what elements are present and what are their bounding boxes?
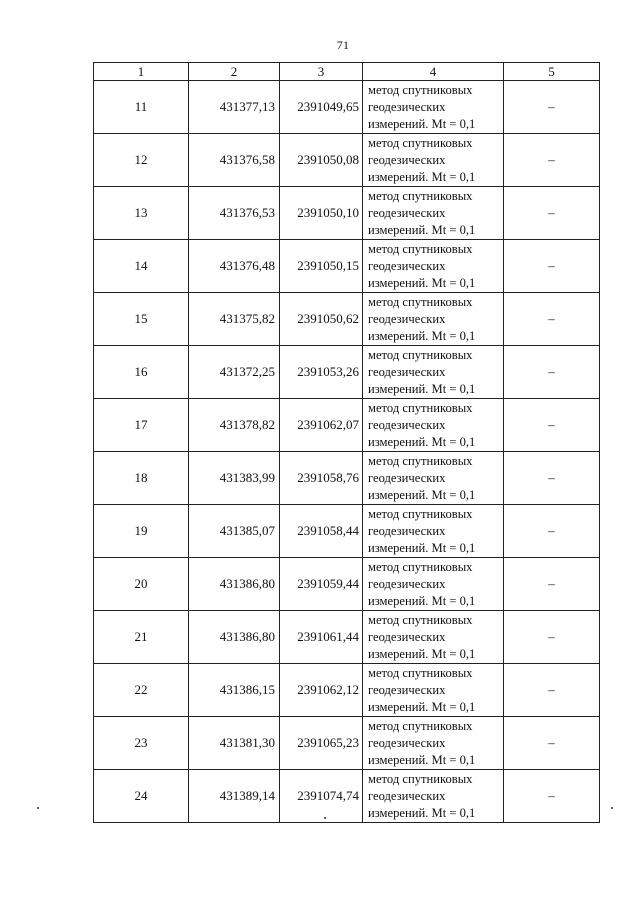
coordinate-x: 431372,25 [189,346,280,399]
col5-value: – [504,452,600,505]
coordinate-y: 2391059,44 [280,558,363,611]
scan-speck [611,807,613,809]
table-row [94,293,600,346]
method-line: метод спутниковых [368,294,473,309]
method-line: измерений. Mt = 0,1 [368,434,476,449]
method-line: геодезических [368,205,446,220]
method-line: измерений. Mt = 0,1 [368,222,476,237]
table-row [94,346,600,399]
method-line: метод спутниковых [368,771,473,786]
col5-value: – [504,717,600,770]
header-col-4: 4 [363,63,504,81]
header-col-2: 2 [189,63,280,81]
method-line: метод спутниковых [368,241,473,256]
method-line: геодезических [368,470,446,485]
method-line: геодезических [368,788,446,803]
method-line: измерений. Mt = 0,1 [368,487,476,502]
coordinate-y: 2391058,44 [280,505,363,558]
header-col-1: 1 [94,63,189,81]
method-line: метод спутниковых [368,188,473,203]
table-row [94,770,600,823]
col5-value: – [504,399,600,452]
coordinate-x: 431376,58 [189,134,280,187]
method-line: геодезических [368,523,446,538]
method-line: геодезических [368,311,446,326]
point-number: 21 [94,611,189,664]
table-row [94,558,600,611]
point-number: 18 [94,452,189,505]
header-row [94,63,600,81]
method-line: метод спутниковых [368,665,473,680]
coordinate-y: 2391050,62 [280,293,363,346]
point-number: 15 [94,293,189,346]
header-col-3: 3 [280,63,363,81]
point-number: 16 [94,346,189,399]
method-description [363,505,504,558]
coordinate-y: 2391058,76 [280,452,363,505]
coordinate-x: 431389,14 [189,770,280,823]
coordinate-y: 2391074,74 [280,770,363,823]
method-line: геодезических [368,735,446,750]
coordinate-x: 431386,80 [189,611,280,664]
method-line: метод спутниковых [368,506,473,521]
method-description [363,399,504,452]
coordinate-y: 2391053,26 [280,346,363,399]
table-row [94,81,600,134]
table-body [94,81,600,823]
point-number: 11 [94,81,189,134]
page-number: 71 [336,38,350,52]
method-line: измерений. Mt = 0,1 [368,752,476,767]
method-line: метод спутниковых [368,453,473,468]
table-row [94,187,600,240]
method-line: метод спутниковых [368,559,473,574]
method-line: измерений. Mt = 0,1 [368,699,476,714]
method-line: метод спутниковых [368,612,473,627]
coordinate-y: 2391049,65 [280,81,363,134]
table-row [94,717,600,770]
method-line: измерений. Mt = 0,1 [368,381,476,396]
col5-value: – [504,346,600,399]
method-description [363,134,504,187]
method-line: измерений. Mt = 0,1 [368,540,476,555]
coordinate-y: 2391050,10 [280,187,363,240]
col5-value: – [504,664,600,717]
table-row [94,452,600,505]
col5-value: – [504,770,600,823]
coordinate-x: 431386,15 [189,664,280,717]
coordinate-x: 431376,53 [189,187,280,240]
method-description [363,187,504,240]
method-description [363,293,504,346]
method-line: измерений. Mt = 0,1 [368,116,476,131]
table-row [94,664,600,717]
point-number: 12 [94,134,189,187]
scan-speck [324,817,326,819]
coordinate-x: 431378,82 [189,399,280,452]
table-row [94,240,600,293]
table-row [94,399,600,452]
method-line: геодезических [368,258,446,273]
method-line: измерений. Mt = 0,1 [368,805,476,820]
method-description [363,611,504,664]
point-number: 14 [94,240,189,293]
point-number: 20 [94,558,189,611]
table-row [94,505,600,558]
point-number: 24 [94,770,189,823]
point-number: 13 [94,187,189,240]
method-line: измерений. Mt = 0,1 [368,169,476,184]
table-header [94,63,600,81]
method-description [363,346,504,399]
coordinate-y: 2391050,15 [280,240,363,293]
col5-value: – [504,240,600,293]
table-row [94,134,600,187]
col5-value: – [504,293,600,346]
coordinate-y: 2391050,08 [280,134,363,187]
coordinate-x: 431381,30 [189,717,280,770]
coordinate-y: 2391061,44 [280,611,363,664]
method-line: метод спутниковых [368,82,473,97]
method-line: геодезических [368,682,446,697]
coordinate-x: 431377,13 [189,81,280,134]
col5-value: – [504,81,600,134]
col5-value: – [504,134,600,187]
point-number: 17 [94,399,189,452]
coordinate-x: 431375,82 [189,293,280,346]
method-description [363,240,504,293]
method-line: геодезических [368,364,446,379]
method-line: геодезических [368,629,446,644]
method-description [363,717,504,770]
method-line: геодезических [368,576,446,591]
method-line: измерений. Mt = 0,1 [368,328,476,343]
method-line: геодезических [368,152,446,167]
method-line: геодезических [368,417,446,432]
coordinates-table [93,62,600,823]
method-line: геодезических [368,99,446,114]
coordinate-y: 2391062,12 [280,664,363,717]
point-number: 23 [94,717,189,770]
point-number: 22 [94,664,189,717]
col5-value: – [504,187,600,240]
method-description [363,558,504,611]
coordinate-y: 2391065,23 [280,717,363,770]
col5-value: – [504,558,600,611]
method-line: метод спутниковых [368,135,473,150]
method-line: метод спутниковых [368,718,473,733]
coordinate-x: 431386,80 [189,558,280,611]
coordinate-x: 431383,99 [189,452,280,505]
method-line: измерений. Mt = 0,1 [368,646,476,661]
header-col-5: 5 [504,63,600,81]
method-line: метод спутниковых [368,400,473,415]
method-description [363,81,504,134]
coordinate-x: 431385,07 [189,505,280,558]
method-line: измерений. Mt = 0,1 [368,593,476,608]
method-line: метод спутниковых [368,347,473,362]
method-description [363,452,504,505]
method-line: измерений. Mt = 0,1 [368,275,476,290]
col5-value: – [504,505,600,558]
scan-speck [37,807,39,809]
table-row [94,611,600,664]
point-number: 19 [94,505,189,558]
method-description [363,664,504,717]
col5-value: – [504,611,600,664]
method-description [363,770,504,823]
coordinate-y: 2391062,07 [280,399,363,452]
coordinate-x: 431376,48 [189,240,280,293]
